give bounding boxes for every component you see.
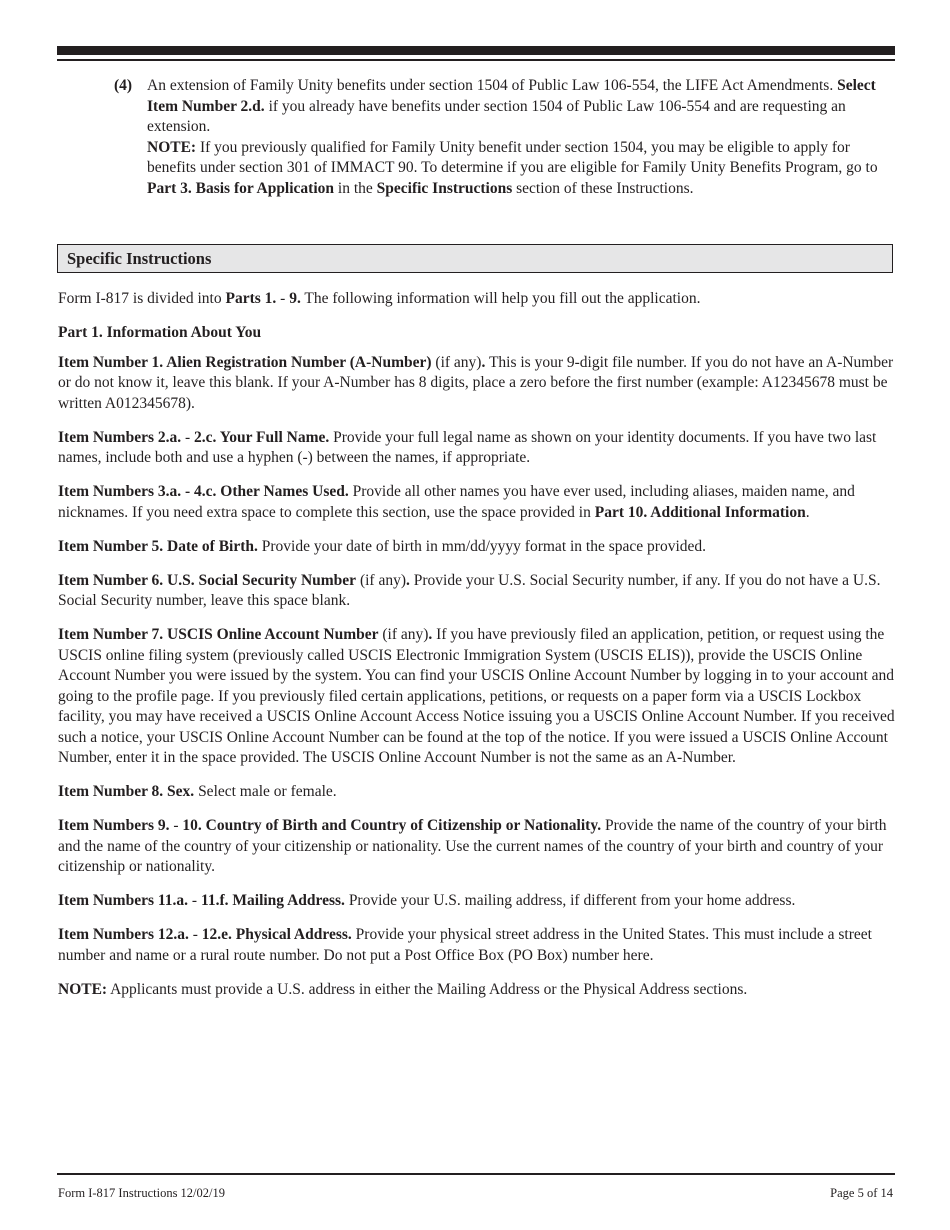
item-7-paragraph: Item Number 7. USCIS Online Account Number (if any). If you have previously filed an application, petition, or request using the USCIS online filing system (previously called USCIS Electronic Immigration System (USCIS ELIS)), provide the USCIS Online Account Number you were issued by the system. You can find your USCIS Online Account Number by logging in to your account and going to the profile page. If you previously filed certain applications, petitions, or requests on a paper form via a USCIS Lockbox facility, you may have received a USCIS Online Account Access Notice issuing you a USCIS Online Account Number. If you received such a notice, your USCIS Online Account Number can be found at the top of the notice. If you were issued a USCIS Online Account Number, enter it in the space provided. The USCIS Online Account Number is not the same as an A-Number.: [58, 626, 895, 766]
part-1-heading: Part 1. Information About You: [58, 324, 262, 341]
item-12-paragraph: Item Numbers 12.a. - 12.e. Physical Address. Provide your physical street address in the United States. This must include a street number and name or a rural route number. Do not put a Post Office Box (PO Box) number here.: [58, 926, 872, 964]
item-3-paragraph: Item Numbers 3.a. - 4.c. Other Names Used. Provide all other names you have ever used, including aliases, maiden name, and nicknames. If you need extra space to complete this section, use the space provided in Part 10. Additional Information.: [58, 483, 855, 521]
section-title: Specific Instructions: [67, 249, 212, 268]
item-1-paragraph: Item Number 1. Alien Registration Number (A-Number) (if any). This is your 9-digit file number. If you do not have an A-Number or do not know it, leave this blank. If your A-Number has 8 digits, place a zero before the first number (example: A12345678 must be written A012345678).: [58, 353, 894, 412]
header-rule-thick: [57, 46, 895, 55]
item-4-note: NOTE: If you previously qualified for Family Unity benefit under section 1504, you may be eligible to apply for benefits under section 301 of IMMACT 90. To determine if you are eligible for Family Unity Benefits Program, go to Part 3. Basis for Application in the Specific Instructions section of these Instructions.: [147, 138, 878, 197]
specific-instructions-content: [58, 289, 900, 1014]
item-9-10-paragraph: Item Numbers 9. - 10. Country of Birth and Country of Citizenship or Nationality. Provide the name of the country of your birth and the name of the country of your citizenship or nationality. Use the current names of the country of your birth and country of your citizenship or nationality.: [58, 817, 887, 875]
item-5-paragraph: Item Number 5. Date of Birth. Provide your date of birth in mm/dd/yyyy format in the space provided.: [58, 537, 707, 555]
item-4-paragraph: An extension of Family Unity benefits under section 1504 of Public Law 106-554, the LIFE Act Amendments. Select Item Number 2.d. if you already have benefits under section 1504 of Public Law 106-554 and are requesting an extension.: [147, 77, 876, 135]
footer-page-number: Page 5 of 14: [830, 1186, 893, 1200]
footer-form-info: Form I-817 Instructions 12/02/19: [58, 1186, 226, 1200]
header-rule-thin: [57, 59, 895, 61]
footer-rule: [57, 1173, 895, 1175]
item-11-paragraph: Item Numbers 11.a. - 11.f. Mailing Address. Provide your U.S. mailing address, if different from your home address.: [58, 892, 796, 909]
item-6-paragraph: Item Number 6. U.S. Social Security Number (if any). Provide your U.S. Social Security number, if any. If you do not have a U.S. Social Security number, leave this space blank.: [58, 571, 881, 609]
item-4-number: (4): [114, 77, 133, 94]
item-8-paragraph: Item Number 8. Sex. Select male or female.: [58, 783, 337, 800]
item-4-block: [114, 76, 900, 199]
address-note-paragraph: NOTE: Applicants must provide a U.S. address in either the Mailing Address or the Physical Address sections.: [58, 980, 748, 998]
item-2-paragraph: Item Numbers 2.a. - 2.c. Your Full Name. Provide your full legal name as shown on your identity documents. If you have two last names, include both and use a hyphen (-) between the names, if appropriate.: [58, 428, 877, 466]
intro-paragraph: Form I-817 is divided into Parts 1. - 9. The following information will help you fill out the application.: [58, 290, 701, 307]
section-header-specific-instructions: [57, 244, 893, 273]
